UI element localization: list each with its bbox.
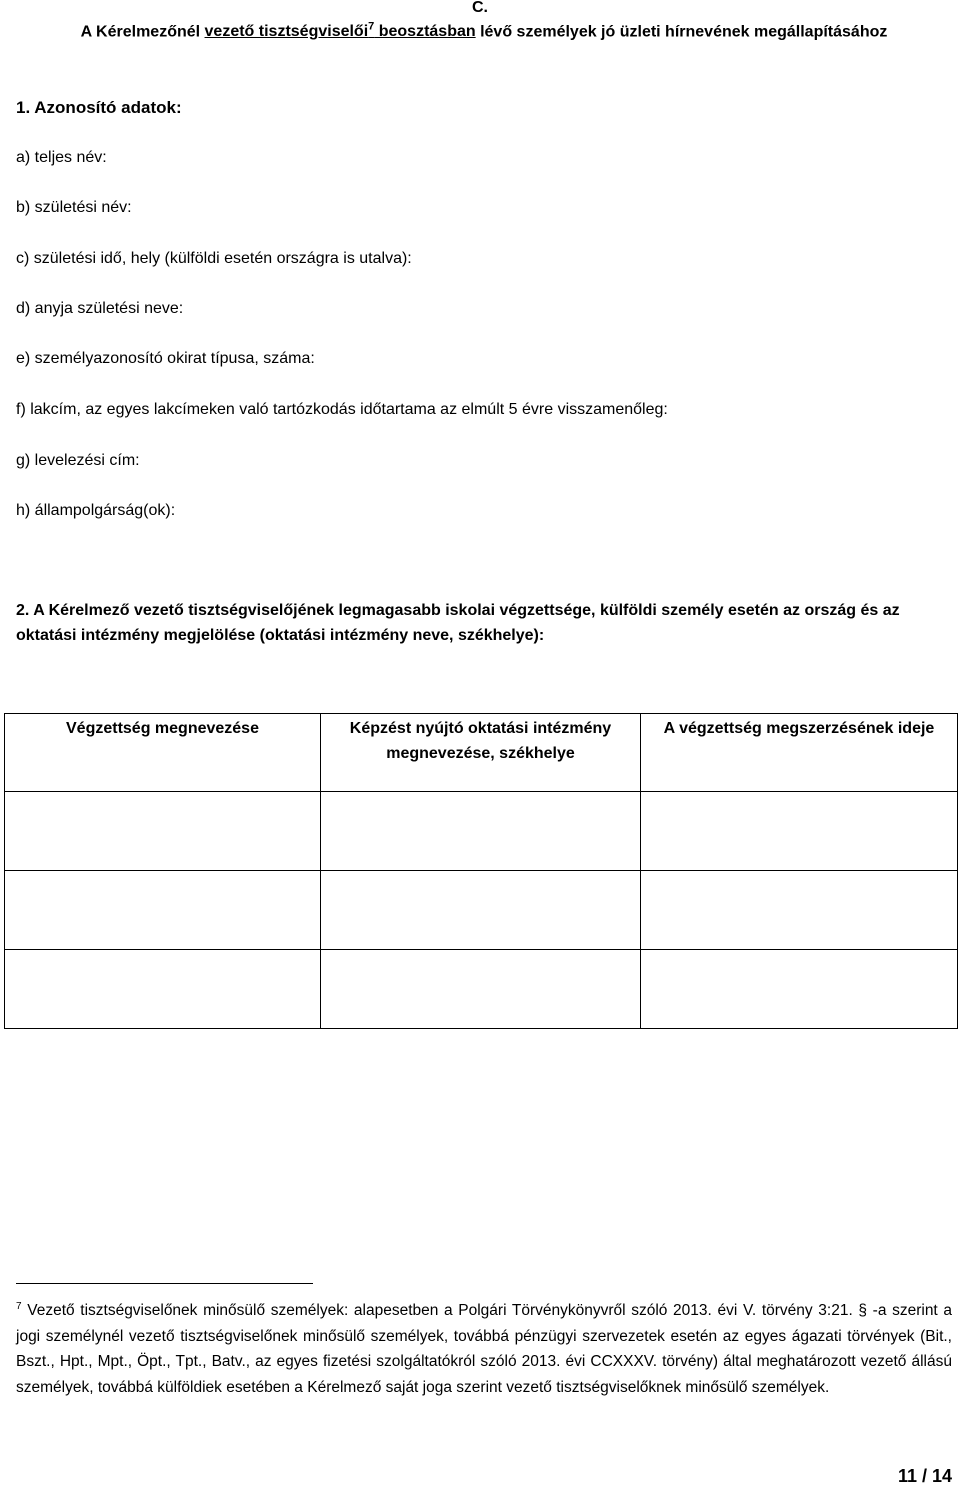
title-part-3: lévő személyek jó üzleti hírnevének megállapításához [475, 23, 888, 41]
table-cell[interactable] [321, 950, 641, 1029]
field-full-name: a) teljes név: [16, 149, 107, 166]
table-cell[interactable] [5, 871, 321, 950]
field-id-document: e) személyazonosító okirat típusa, száma: [16, 350, 315, 367]
page-number: 11 / 14 [897, 1466, 952, 1486]
table-cell[interactable] [5, 792, 321, 871]
field-mailing-address: g) levelezési cím: [16, 452, 140, 469]
column-header-qualification: Végzettség megnevezése [5, 714, 321, 792]
section-1-heading: 1. Azonosító adatok: [16, 98, 182, 117]
table-cell[interactable] [321, 792, 641, 871]
title-part-1: A Kérelmezőnél [80, 23, 205, 41]
education-table [4, 713, 958, 1029]
section-2-heading: 2. A Kérelmező vezető tisztségviselőjének legmagasabb iskolai végzettsége, külföldi személy esetén az ország és az oktatási intézmény megjelölése (oktatási intézmény neve, székhelye): [16, 602, 900, 644]
table-row [5, 871, 958, 950]
table-cell[interactable] [641, 871, 958, 950]
footnote-reference: 7 [368, 21, 375, 33]
column-header-institution: Képzést nyújtó oktatási intézmény megnevezése, székhelye [321, 714, 641, 792]
table-row [5, 792, 958, 871]
footnote [16, 1294, 952, 1400]
footnote-text: Vezető tisztségviselőnek minősülő személyek: alapesetben a Polgári Törvénykönyvről szóló 2013. évi V. törvény 3:21. § -a szerint a jogi személynél vezető tisztségviselőnek minősülő személyek, továbbá pénzügyi szervezetek esetén az egyes ágazati törvények (Bit., Bszt., Hpt., Mpt., Öpt., Tpt., Batv., az egyes fizetési szolgáltatókról szóló 2013. évi CCXXXV. törvény) által meghatározott vezető állású személyek, továbbá külföldiek esetében a Kérelmező saját joga szerint vezető tisztségviselőknek minősülő személyek. [16, 1302, 953, 1396]
table-row [5, 950, 958, 1029]
table-cell[interactable] [5, 950, 321, 1029]
appendix-letter: C. [472, 0, 488, 16]
field-birth-date-place: c) születési idő, hely (külföldi esetén országra is utalva): [16, 250, 412, 267]
table-cell[interactable] [321, 871, 641, 950]
footnote-divider [16, 1283, 313, 1284]
field-birth-name: b) születési név: [16, 199, 132, 216]
field-mother-name: d) anyja születési neve: [16, 300, 184, 317]
field-citizenship: h) állampolgárság(ok): [16, 502, 176, 519]
footnote-marker: 7 [16, 1301, 22, 1312]
table-cell[interactable] [641, 792, 958, 871]
title-underlined: vezető tisztségviselői$^7$ beosztásban [204, 21, 476, 41]
field-address-history: f) lakcím, az egyes lakcímeken való tartózkodás időtartama az elmúlt 5 évre visszamenőleg: [16, 401, 668, 418]
table-header-row [5, 714, 958, 792]
page-title [0, 21, 960, 41]
column-header-date: A végzettség megszerzésének ideje [641, 714, 958, 792]
table-cell[interactable] [641, 950, 958, 1029]
